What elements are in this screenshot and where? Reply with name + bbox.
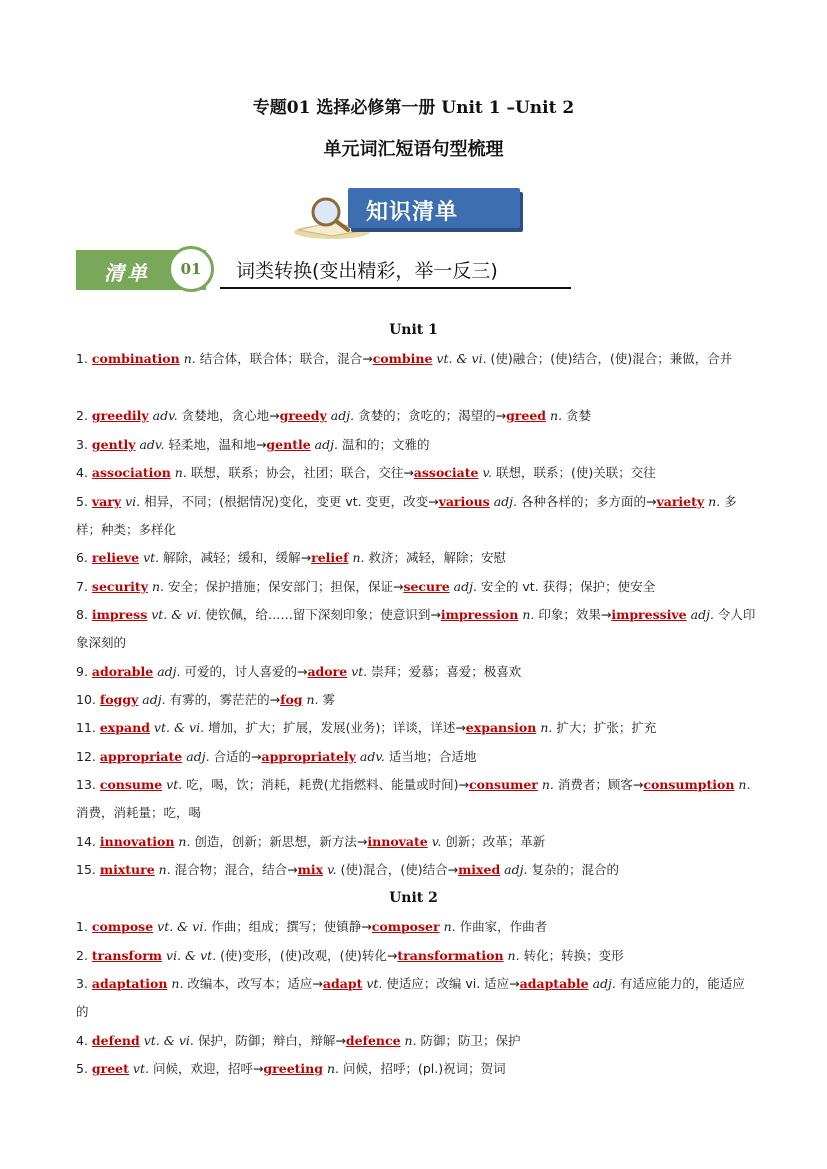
meaning: 解除，减轻；缓和，缓解→ bbox=[163, 550, 312, 565]
answer-word: adaptable bbox=[519, 976, 589, 991]
answer-word: appropriately bbox=[261, 749, 356, 764]
part-of-speech: n. bbox=[179, 351, 200, 366]
vocab-entry bbox=[76, 856, 756, 884]
meaning: 相异，不同；(根据情况)变化，变更 vt. 变更，改变→ bbox=[144, 494, 439, 509]
meaning: 贪婪地，贪心地→ bbox=[181, 408, 280, 423]
answer-word: relief bbox=[311, 550, 349, 565]
section-heading: 词类转换(变出精彩，举一反三) bbox=[236, 260, 498, 282]
meaning: 联想，联系；协会，社团；联合，交往→ bbox=[190, 465, 414, 480]
vocab-entry bbox=[76, 970, 756, 1026]
meaning: 混合物；混合，结合→ bbox=[174, 862, 298, 877]
meaning: 多样；种类；多样化 bbox=[76, 494, 737, 537]
part-of-speech: vt. & vi. bbox=[432, 351, 491, 366]
section-header bbox=[76, 246, 571, 292]
vocab-entry bbox=[76, 601, 756, 657]
answer-word: consumer bbox=[468, 777, 538, 792]
answer-word: expansion bbox=[465, 720, 537, 735]
answer-word: adapt bbox=[322, 976, 363, 991]
meaning: 改编本，改写本；适应→ bbox=[187, 976, 323, 991]
answer-word: consume bbox=[99, 777, 163, 792]
part-of-speech: vt. & vi. bbox=[147, 607, 206, 622]
answer-word: defend bbox=[91, 1033, 140, 1048]
part-of-speech: adv. bbox=[148, 408, 182, 423]
meaning: 问候，欢迎，招呼→ bbox=[152, 1061, 264, 1076]
meaning: 安全的 vt. 获得；保护；使安全 bbox=[480, 579, 656, 594]
meaning: 有适应能力的，能适应的 bbox=[76, 976, 745, 1019]
part-of-speech: n. bbox=[734, 777, 751, 792]
vocab-entry bbox=[76, 658, 756, 686]
banner-label: 知识清单 bbox=[366, 200, 459, 225]
part-of-speech: n. bbox=[167, 976, 188, 991]
meaning: 创新；改革；革新 bbox=[445, 834, 546, 849]
answer-word: association bbox=[91, 465, 171, 480]
section-underline bbox=[220, 287, 571, 289]
entry-number: 2. bbox=[76, 408, 92, 423]
answer-word: associate bbox=[413, 465, 479, 480]
meaning: 消费，消耗量；吃，喝 bbox=[76, 805, 202, 820]
part-of-speech: adv. bbox=[135, 437, 169, 452]
answer-word: adorable bbox=[91, 664, 154, 679]
answer-word: transform bbox=[91, 948, 163, 963]
part-of-speech: vt. bbox=[347, 664, 372, 679]
entry-number: 4. bbox=[76, 1033, 92, 1048]
answer-word: compose bbox=[91, 919, 154, 934]
entry-number: 13. bbox=[76, 777, 100, 792]
vocab-entry bbox=[76, 1055, 756, 1083]
answer-word: relieve bbox=[91, 550, 140, 565]
entry-number: 3. bbox=[76, 976, 92, 991]
answer-word: foggy bbox=[99, 692, 139, 707]
vocab-entry bbox=[76, 1027, 756, 1055]
part-of-speech: adj. bbox=[686, 607, 718, 622]
answer-word: transformation bbox=[397, 948, 504, 963]
part-of-speech: v. bbox=[427, 834, 446, 849]
entry-number: 2. bbox=[76, 948, 92, 963]
answer-word: innovation bbox=[99, 834, 175, 849]
meaning: 作曲；组成；撰写；使镇静→ bbox=[211, 919, 372, 934]
meaning: 使钦佩，给……留下深刻印象；使意识到→ bbox=[205, 607, 441, 622]
meaning: 崇拜；爱慕；喜爱；极喜欢 bbox=[371, 664, 522, 679]
entry-number: 8. bbox=[76, 607, 92, 622]
part-of-speech: vt. & vi. bbox=[149, 720, 209, 735]
meaning: 贪婪 bbox=[566, 408, 592, 423]
entry-number: 6. bbox=[76, 550, 92, 565]
part-of-speech: adj. bbox=[489, 494, 521, 509]
part-of-speech: n. bbox=[704, 494, 725, 509]
answer-word: consumption bbox=[643, 777, 735, 792]
part-of-speech: vt. bbox=[128, 1061, 153, 1076]
part-of-speech: adj. bbox=[588, 976, 620, 991]
entry-number: 7. bbox=[76, 579, 92, 594]
meaning: 安全；保护措施；保安部门；担保，保证→ bbox=[167, 579, 404, 594]
entry-number: 14. bbox=[76, 834, 100, 849]
meaning: 各种各样的；多方面的→ bbox=[520, 494, 657, 509]
answer-word: secure bbox=[403, 579, 450, 594]
knowledge-banner bbox=[292, 186, 524, 240]
part-of-speech: n. bbox=[439, 919, 460, 934]
part-of-speech: adv. bbox=[355, 749, 389, 764]
part-of-speech: n. bbox=[546, 408, 567, 423]
meaning: 救济；减轻，解除；安慰 bbox=[368, 550, 506, 565]
meaning: 贪婪的；贪吃的；渴望的→ bbox=[358, 408, 507, 423]
entry-number: 1. bbox=[76, 351, 92, 366]
part-of-speech: v. bbox=[323, 862, 341, 877]
part-of-speech: n. bbox=[536, 720, 557, 735]
meaning: 扩大；扩张；扩充 bbox=[556, 720, 657, 735]
part-of-speech: adj. bbox=[182, 749, 214, 764]
meaning: 问候，招呼；(pl.)祝词；贺词 bbox=[343, 1061, 506, 1076]
part-of-speech: n. bbox=[174, 834, 195, 849]
answer-word: vary bbox=[91, 494, 122, 509]
part-of-speech: n. bbox=[518, 607, 539, 622]
banner-label-box bbox=[348, 188, 520, 228]
answer-word: greet bbox=[91, 1061, 129, 1076]
answer-word: impression bbox=[440, 607, 519, 622]
part-of-speech: adj. bbox=[153, 664, 185, 679]
answer-word: mix bbox=[297, 862, 324, 877]
entry-number: 5. bbox=[76, 494, 92, 509]
part-of-speech: adj. bbox=[310, 437, 342, 452]
entry-number: 1. bbox=[76, 919, 92, 934]
meaning: 可爱的，讨人喜爱的→ bbox=[184, 664, 308, 679]
part-of-speech: adj. bbox=[449, 579, 481, 594]
meaning: 创造，创新；新思想，新方法→ bbox=[194, 834, 368, 849]
answer-word: security bbox=[91, 579, 148, 594]
answer-word: greedy bbox=[279, 408, 327, 423]
answer-word: fog bbox=[280, 692, 303, 707]
vocab-entry bbox=[76, 771, 756, 827]
entry-number: 5. bbox=[76, 1061, 92, 1076]
entry-number: 4. bbox=[76, 465, 92, 480]
meaning: 使适应；改编 vi. 适应→ bbox=[386, 976, 520, 991]
part-of-speech: vt. & vi. bbox=[139, 1033, 198, 1048]
meaning: 合适的→ bbox=[213, 749, 262, 764]
part-of-speech: vt. bbox=[162, 777, 187, 792]
meaning: 联想，联系；(使)关联；交往 bbox=[496, 465, 656, 480]
meaning: 防御；防卫；保护 bbox=[420, 1033, 521, 1048]
entry-number: 12. bbox=[76, 749, 100, 764]
part-of-speech: vt. bbox=[362, 976, 387, 991]
answer-word: greeting bbox=[263, 1061, 324, 1076]
vocab-entry bbox=[76, 942, 756, 970]
part-of-speech: vt. & vi. bbox=[153, 919, 212, 934]
part-of-speech: adj. bbox=[500, 862, 532, 877]
answer-word: composer bbox=[371, 919, 440, 934]
answer-word: defence bbox=[345, 1033, 401, 1048]
answer-word: greed bbox=[506, 408, 547, 423]
vocab-entry bbox=[76, 743, 756, 771]
meaning: 转化；转换；变形 bbox=[523, 948, 624, 963]
answer-word: adaptation bbox=[91, 976, 168, 991]
section-tag-label: 清单 bbox=[104, 261, 150, 285]
entry-number: 10. bbox=[76, 692, 100, 707]
vocab-entry bbox=[76, 686, 756, 714]
meaning: 适当地；合适地 bbox=[388, 749, 477, 764]
document-title: 专题01 选择必修第一册 Unit 1 –Unit 2 bbox=[252, 98, 575, 118]
part-of-speech: n. bbox=[302, 692, 323, 707]
entry-number: 11. bbox=[76, 720, 100, 735]
part-of-speech: n. bbox=[170, 465, 191, 480]
answer-word: greedily bbox=[91, 408, 149, 423]
answer-word: adore bbox=[307, 664, 348, 679]
answer-word: appropriate bbox=[99, 749, 183, 764]
answer-word: innovate bbox=[367, 834, 428, 849]
part-of-speech: vt. bbox=[139, 550, 164, 565]
answer-word: variety bbox=[656, 494, 705, 509]
answer-word: combination bbox=[91, 351, 180, 366]
vocab-entry bbox=[76, 488, 756, 544]
entry-number: 3. bbox=[76, 437, 92, 452]
meaning: 保护，防御；辩白，辩解→ bbox=[197, 1033, 346, 1048]
part-of-speech: n. bbox=[147, 579, 168, 594]
meaning: 令人印象深刻的 bbox=[76, 607, 756, 650]
part-of-speech: adj. bbox=[326, 408, 359, 423]
meaning: 增加，扩大；扩展，发展(业务)；详谈，详述→ bbox=[208, 720, 466, 735]
document-subtitle: 单元词汇短语句型梳理 bbox=[323, 139, 504, 160]
answer-word: various bbox=[438, 494, 490, 509]
meaning: 轻柔地，温和地→ bbox=[168, 437, 267, 452]
vocab-entry bbox=[76, 913, 756, 941]
meaning: 吃，喝，饮；消耗，耗费(尤指燃料、能量或时间)→ bbox=[186, 777, 469, 792]
answer-word: mixed bbox=[458, 862, 501, 877]
vocab-entry bbox=[76, 544, 756, 572]
meaning: 印象；效果→ bbox=[538, 607, 612, 622]
meaning: 温和的；文雅的 bbox=[341, 437, 430, 452]
part-of-speech: n. bbox=[503, 948, 524, 963]
answer-word: gently bbox=[91, 437, 136, 452]
vocab-entry bbox=[76, 459, 756, 487]
vocab-entry bbox=[76, 431, 756, 459]
answer-word: gentle bbox=[266, 437, 311, 452]
meaning: 雾 bbox=[322, 692, 336, 707]
vocab-entry bbox=[76, 828, 756, 856]
answer-word: impressive bbox=[611, 607, 687, 622]
part-of-speech: vi. & vt. bbox=[162, 948, 221, 963]
part-of-speech: n. bbox=[348, 550, 369, 565]
part-of-speech: n. bbox=[323, 1061, 343, 1076]
meaning: 结合体，联合体；联合，混合→ bbox=[199, 351, 373, 366]
unit1-heading: Unit 1 bbox=[389, 322, 438, 338]
section-number: 01 bbox=[180, 260, 202, 278]
part-of-speech: vi. bbox=[121, 494, 145, 509]
vocab-entry bbox=[76, 573, 756, 601]
meaning: (使)融合；(使)结合，(使)混合；兼做，合并 bbox=[490, 351, 733, 366]
entry-number: 15. bbox=[76, 862, 100, 877]
part-of-speech: adj. bbox=[138, 692, 170, 707]
part-of-speech: n. bbox=[154, 862, 175, 877]
meaning: 有雾的，雾茫茫的→ bbox=[169, 692, 281, 707]
part-of-speech: n. bbox=[537, 777, 558, 792]
entry-number: 9. bbox=[76, 664, 92, 679]
meaning: 复杂的；混合的 bbox=[531, 862, 619, 877]
answer-word: combine bbox=[372, 351, 433, 366]
vocab-entry bbox=[76, 345, 756, 373]
meaning: 作曲家，作曲者 bbox=[459, 919, 548, 934]
unit2-heading: Unit 2 bbox=[389, 890, 438, 906]
answer-word: mixture bbox=[99, 862, 155, 877]
answer-word: expand bbox=[99, 720, 150, 735]
meaning: (使)混合，(使)结合→ bbox=[340, 862, 459, 877]
section-number-badge bbox=[168, 246, 214, 292]
part-of-speech: v. bbox=[478, 465, 496, 480]
meaning: 消费者；顾客→ bbox=[557, 777, 644, 792]
answer-word: impress bbox=[91, 607, 148, 622]
vocab-entry bbox=[76, 402, 756, 430]
part-of-speech: n. bbox=[400, 1033, 421, 1048]
vocab-entry bbox=[76, 714, 756, 742]
meaning: (使)变形，(使)改观，(使)转化→ bbox=[220, 948, 398, 963]
